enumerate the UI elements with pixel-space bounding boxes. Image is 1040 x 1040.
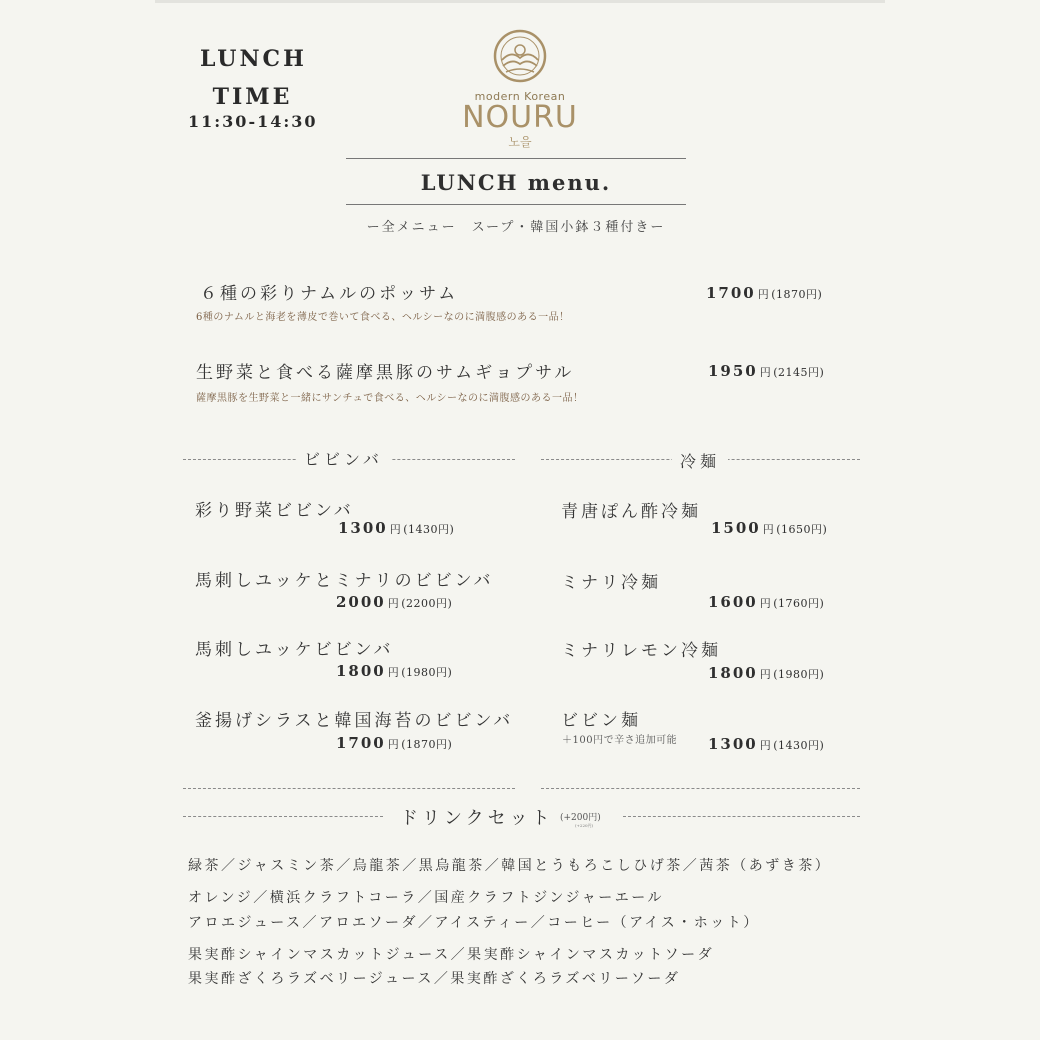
price-yen: 円 bbox=[759, 739, 772, 752]
reimen-item-price bbox=[708, 735, 824, 753]
reimen-heading: 冷麺 bbox=[672, 449, 728, 472]
drink-divider-right bbox=[623, 816, 860, 817]
lunch-time-line2: TIME bbox=[212, 84, 293, 110]
price-value: 1500 bbox=[711, 519, 761, 537]
price-value: 1700 bbox=[336, 734, 386, 752]
price-tax: (1650円) bbox=[776, 523, 828, 536]
reimen-item-note: ＋100円で辛さ追加可能 bbox=[562, 735, 678, 746]
price-yen: 円 bbox=[389, 523, 402, 536]
price-value: 1800 bbox=[708, 664, 758, 682]
logo-emblem-icon bbox=[492, 28, 548, 84]
price-yen: 円 bbox=[387, 666, 400, 679]
drink-line: 果実酢シャインマスカットジュース／果実酢シャインマスカットソーダ bbox=[188, 947, 715, 963]
logo bbox=[460, 28, 580, 150]
bibimbap-item-price bbox=[336, 734, 452, 752]
price-tax: (1430円) bbox=[773, 739, 825, 752]
price-tax: (2145円) bbox=[773, 366, 825, 379]
bibimbap-heading: ビビンバ bbox=[296, 447, 391, 470]
reimen-item-name: ミナリレモン冷麺 bbox=[561, 641, 721, 661]
featured-item-price bbox=[706, 284, 822, 302]
bibimbap-item-price bbox=[338, 519, 454, 537]
drink-set-extra-tax: (+220円) bbox=[575, 823, 594, 828]
price-yen: 円 bbox=[759, 366, 772, 379]
logo-brand: NOURU bbox=[462, 100, 578, 135]
price-yen: 円 bbox=[759, 668, 772, 681]
reimen-item-price bbox=[711, 519, 827, 537]
bibimbap-bottom-divider bbox=[183, 788, 515, 789]
bibimbap-item-name: 彩り野菜ビビンバ bbox=[195, 501, 354, 521]
title-bottom-rule bbox=[346, 204, 686, 205]
price-tax: (1870円) bbox=[401, 738, 453, 751]
featured-item-desc: 薩摩黒豚を生野菜と一緒にサンチュで食べる、ヘルシーなのに満腹感のある一品！ bbox=[196, 393, 584, 404]
featured-item-name: ６種の彩りナムルのポッサム bbox=[200, 284, 459, 304]
menu-title: LUNCH menu. bbox=[420, 170, 612, 195]
bibimbap-item-name: 馬刺しユッケビビンバ bbox=[195, 640, 394, 660]
reimen-item-name: ビビン麺 bbox=[561, 711, 641, 731]
price-yen: 円 bbox=[387, 738, 400, 751]
lunch-time-line1: LUNCH bbox=[200, 46, 307, 72]
price-tax: (1870円) bbox=[771, 288, 823, 301]
bibimbap-item-name: 釜揚げシラスと韓国海苔のビビンバ bbox=[195, 711, 514, 731]
drink-line: アロエジュース／アロエソーダ／アイスティー／コーヒー（アイス・ホット） bbox=[188, 915, 760, 931]
bibimbap-item-name: 馬刺しユッケとミナリのビビンバ bbox=[195, 571, 494, 591]
price-yen: 円 bbox=[387, 597, 400, 610]
price-yen: 円 bbox=[757, 288, 770, 301]
drink-divider-left bbox=[183, 816, 383, 817]
drink-line: 緑茶／ジャスミン茶／烏龍茶／黒烏龍茶／韓国とうもろこしひげ茶／茜茶（あずき茶） bbox=[188, 858, 832, 874]
price-value: 1800 bbox=[336, 662, 386, 680]
price-tax: (1980円) bbox=[773, 668, 825, 681]
reimen-item-name: 青唐ぽん酢冷麺 bbox=[561, 502, 701, 522]
price-yen: 円 bbox=[759, 597, 772, 610]
drink-line: オレンジ／横浜クラフトコーラ／国産クラフトジンジャーエール bbox=[188, 890, 664, 906]
price-value: 1300 bbox=[338, 519, 388, 537]
price-value: 1300 bbox=[708, 735, 758, 753]
price-tax: (1760円) bbox=[773, 597, 825, 610]
lunch-hours: 11:30-14:30 bbox=[188, 112, 318, 131]
price-value: 1600 bbox=[708, 593, 758, 611]
price-value: 1950 bbox=[708, 362, 758, 380]
logo-tagline: modern Korean bbox=[474, 90, 566, 103]
lunch-time-heading bbox=[200, 40, 305, 116]
price-tax: (2200円) bbox=[401, 597, 453, 610]
price-tax: (1430円) bbox=[403, 523, 455, 536]
price-value: 1700 bbox=[706, 284, 756, 302]
featured-item-name: 生野菜と食べる薩摩黒豚のサムギョプサル bbox=[196, 363, 575, 383]
top-border bbox=[155, 0, 885, 3]
drink-set-heading: ドリンクセット bbox=[400, 808, 554, 829]
price-yen: 円 bbox=[762, 523, 775, 536]
reimen-bottom-divider bbox=[541, 788, 860, 789]
featured-item-desc: 6種のナムルと海老を薄皮で巻いて食べる、ヘルシーなのに満腹感のある一品！ bbox=[196, 312, 570, 323]
drink-set-extra: (+200円) bbox=[560, 813, 601, 823]
reimen-item-price bbox=[708, 593, 824, 611]
logo-hangul: 노을 bbox=[508, 135, 532, 149]
reimen-item-name: ミナリ冷麺 bbox=[561, 573, 661, 593]
bibimbap-item-price bbox=[336, 662, 452, 680]
drink-line: 果実酢ざくろラズベリージュース／果実酢ざくろラズベリーソーダ bbox=[188, 971, 681, 987]
bibimbap-item-price bbox=[336, 593, 452, 611]
featured-item-price bbox=[708, 362, 824, 380]
price-tax: (1980円) bbox=[401, 666, 453, 679]
price-value: 2000 bbox=[336, 593, 386, 611]
title-top-rule bbox=[346, 158, 686, 159]
menu-subtitle: ー全メニュー スープ・韓国小鉢３種付きー bbox=[366, 220, 666, 235]
reimen-item-price bbox=[708, 664, 824, 682]
